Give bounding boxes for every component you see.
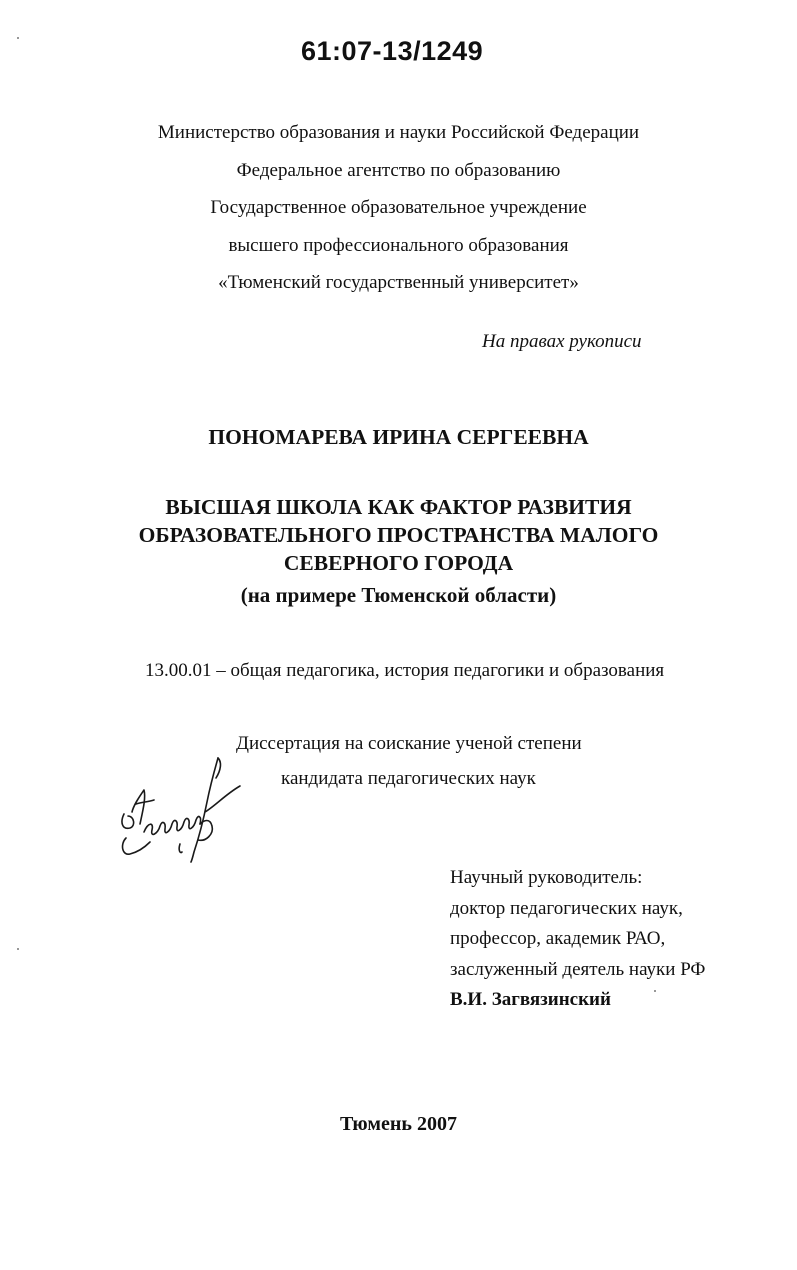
degree-line-2: кандидата педагогических наук	[281, 768, 536, 789]
city-year: Тюмень 2007	[340, 1113, 457, 1135]
institution-line: Министерство образования и науки Российской Федерации	[157, 122, 640, 143]
institution-line: высшего профессионального образования	[228, 234, 569, 256]
handwritten-signature	[110, 752, 245, 867]
institution-line: «Тюменский государственный университет»	[218, 272, 579, 293]
advisor-name: В.И. Загвязинский	[450, 989, 611, 1010]
advisor-label: Научный руководитель:	[450, 867, 643, 888]
dissertation-subtitle: (на примере Тюменской области)	[240, 583, 557, 607]
advisor-block	[450, 863, 705, 1016]
title-line: ОБРАЗОВАТЕЛЬНОГО ПРОСТРАНСТВА МАЛОГО	[138, 523, 659, 547]
institution-block	[0, 114, 797, 302]
institution-line: Федеральное агентство по образованию	[236, 159, 561, 181]
scan-speck	[17, 37, 19, 39]
dissertation-title	[0, 493, 797, 577]
title-line: ВЫСШАЯ ШКОЛА КАК ФАКТОР РАЗВИТИЯ	[165, 495, 632, 519]
advisor-title: заслуженный деятель науки РФ	[450, 958, 706, 980]
scan-speck	[654, 990, 656, 992]
advisor-title: доктор педагогических наук,	[450, 897, 683, 919]
manuscript-note: На правах рукописи	[482, 331, 642, 352]
advisor-title: профессор, академик РАО,	[450, 928, 666, 949]
title-line: СЕВЕРНОГО ГОРОДА	[283, 551, 514, 575]
scan-speck	[17, 948, 19, 950]
author-name: ПОНОМАРЕВА ИРИНА СЕРГЕЕВНА	[208, 425, 589, 449]
degree-line-1: Диссертация на соискание ученой степени	[236, 733, 582, 754]
specialty-code: 13.00.01 – общая педагогика, история педагогики и образования	[145, 660, 665, 681]
institution-line: Государственное образовательное учреждение	[210, 197, 587, 218]
catalog-number: 61:07-13/1249	[301, 36, 484, 66]
